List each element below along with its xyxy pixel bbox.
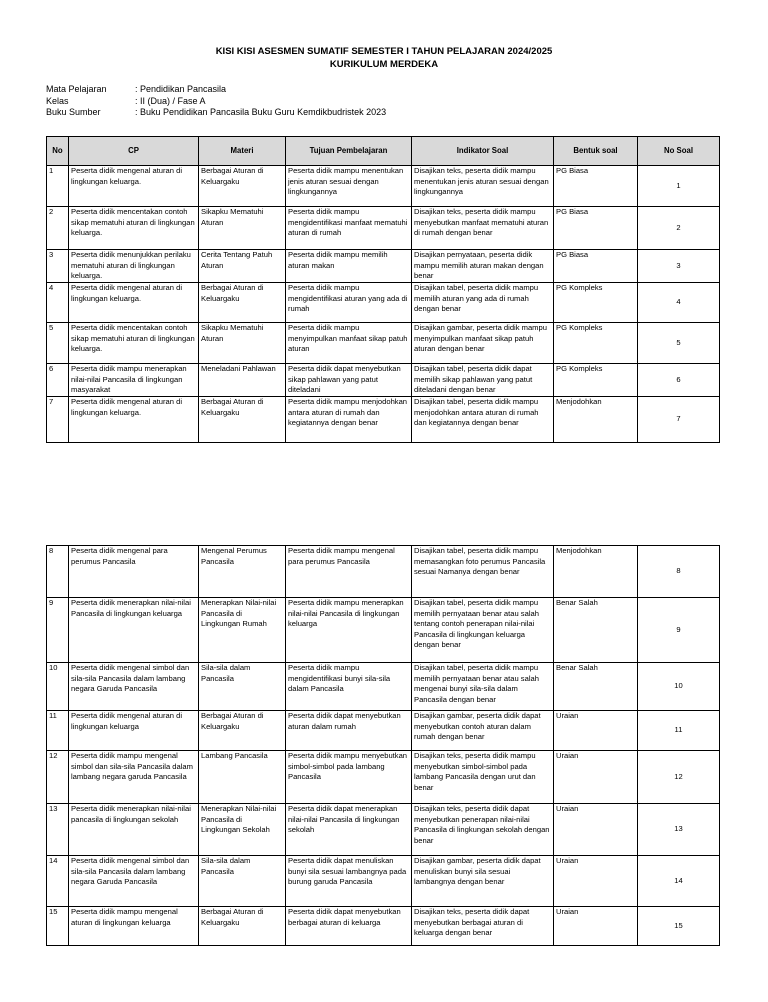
cell-tujuan: Peserta didik mampu menyimpulkan manfaat sikap patuh aturan xyxy=(286,323,412,364)
cell-indikator: Disajikan tabel, peserta didik dapat memilih sikap pahlawan yang patut diteladani dengan benar xyxy=(412,364,554,397)
cell-tujuan: Peserta didik mampu mengidentifikasi manfaat mematuhi aturan di rumah xyxy=(286,207,412,250)
table-row xyxy=(47,804,720,856)
cell-bentuk: Menjodohkan xyxy=(554,397,638,443)
cell-bentuk: Uraian xyxy=(554,856,638,907)
cell-materi: Menerapkan Nilai-nilai Pancasila di Lingkungan Rumah xyxy=(199,598,286,663)
kisi-table-page2 xyxy=(46,545,720,946)
cell-no-soal: 5 xyxy=(638,323,720,364)
cell-tujuan: Peserta didik mampu menentukan jenis aturan sesuai dengan lingkungannya xyxy=(286,166,412,207)
table-row xyxy=(47,364,720,397)
meta-label: Buku Sumber xyxy=(46,107,101,117)
table-row xyxy=(47,283,720,323)
cell-bentuk: PG Kompleks xyxy=(554,364,638,397)
table-header-row xyxy=(47,137,720,166)
table-row xyxy=(47,323,720,364)
cell-cp: Peserta didik mengenal aturan di lingkungan keluarga. xyxy=(69,397,199,443)
cell-no: 5 xyxy=(47,323,69,364)
meta-row-subject xyxy=(46,84,386,96)
cell-indikator: Disajikan tabel, peserta didik mampu menjodohkan antara aturan di rumah dan kegiatannya dengan benar xyxy=(412,397,554,443)
header-cp: CP xyxy=(69,137,199,166)
cell-tujuan: Peserta didik dapat menuliskan bunyi sila sesuai lambangnya pada burung garuda Pancasila xyxy=(286,856,412,907)
cell-materi: Sila-sila dalam Pancasila xyxy=(199,663,286,711)
cell-bentuk: Uraian xyxy=(554,711,638,751)
cell-no-soal: 8 xyxy=(638,546,720,598)
cell-no-soal: 13 xyxy=(638,804,720,856)
cell-bentuk: Benar Salah xyxy=(554,598,638,663)
cell-no-soal: 11 xyxy=(638,711,720,751)
cell-indikator: Disajikan teks, peserta didik mampu menentukan jenis aturan sesuai dengan lingkungannya xyxy=(412,166,554,207)
cell-tujuan: Peserta didik mampu menerapkan nilai-nilai Pancasila di lingkungan keluarga xyxy=(286,598,412,663)
cell-materi: Berbagai Aturan di Keluargaku xyxy=(199,711,286,751)
meta-value: : Buku Pendidikan Pancasila Buku Guru Kemdikbudristek 2023 xyxy=(135,107,387,117)
cell-indikator: Disajikan gambar, peserta didik mampu menyimpulkan manfaat sikap patuh aturan dengan benar xyxy=(412,323,554,364)
cell-bentuk: PG Biasa xyxy=(554,166,638,207)
table-row xyxy=(47,751,720,804)
cell-materi: Menerapkan Nilai-nilai Pancasila di Lingkungan Sekolah xyxy=(199,804,286,856)
cell-indikator: Disajikan teks, peserta didik mampu menyebutkan manfaat mematuhi aturan di rumah dengan benar xyxy=(412,207,554,250)
cell-indikator: Disajikan tabel, peserta didik mampu memasangkan foto perumus Pancasila sesuai Namanya dengan benar xyxy=(412,546,554,598)
cell-indikator: Disajikan pernyataan, peserta didik mampu memilih aturan makan dengan benar xyxy=(412,250,554,283)
cell-no: 10 xyxy=(47,663,69,711)
table-row xyxy=(47,598,720,663)
table-row xyxy=(47,711,720,751)
cell-bentuk: PG Kompleks xyxy=(554,323,638,364)
header-tujuan: Tujuan Pembelajaran xyxy=(286,137,412,166)
cell-cp: Peserta didik mampu mengenal aturan di lingkungan keluarga xyxy=(69,907,199,946)
table-row xyxy=(47,397,720,443)
cell-tujuan: Peserta didik dapat menyebutkan berbagai aturan di keluarga xyxy=(286,907,412,946)
kisi-table-page1 xyxy=(46,136,720,443)
cell-no-soal: 15 xyxy=(638,907,720,946)
table-row xyxy=(47,856,720,907)
cell-cp: Peserta didik mencentakan contoh sikap mematuhi aturan di lingkungan keluarga. xyxy=(69,323,199,364)
cell-bentuk: Benar Salah xyxy=(554,663,638,711)
cell-no: 4 xyxy=(47,283,69,323)
cell-no-soal: 14 xyxy=(638,856,720,907)
cell-bentuk: Uraian xyxy=(554,907,638,946)
meta-label: Mata Pelajaran xyxy=(46,84,107,94)
cell-cp: Peserta didik mampu menerapkan nilai-nilai Pancasila di lingkungan masyarakat xyxy=(69,364,199,397)
cell-no-soal: 6 xyxy=(638,364,720,397)
table-row xyxy=(47,250,720,283)
cell-tujuan: Peserta didik mampu mengidentifikasi bunyi sila-sila dalam Pancasila xyxy=(286,663,412,711)
cell-materi: Berbagai Aturan di Keluargaku xyxy=(199,166,286,207)
cell-no: 11 xyxy=(47,711,69,751)
cell-cp: Peserta didik mengenal aturan di lingkungan keluarga. xyxy=(69,283,199,323)
cell-materi: Sikapku Mematuhi Aturan xyxy=(199,207,286,250)
cell-no: 2 xyxy=(47,207,69,250)
table-row xyxy=(47,546,720,598)
cell-materi: Sila-sila dalam Pancasila xyxy=(199,856,286,907)
cell-tujuan: Peserta didik mampu menyebutkan simbol-simbol pada lambang Pancasila xyxy=(286,751,412,804)
cell-indikator: Disajikan tabel, peserta didik mampu memilih aturan yang ada di rumah dengan benar xyxy=(412,283,554,323)
cell-cp: Peserta didik menunjukkan perilaku mematuhi aturan di lingkungan keluarga. xyxy=(69,250,199,283)
cell-indikator: Disajikan teks, peserta didik dapat menyebutkan berbagai aturan di keluarga dengan benar xyxy=(412,907,554,946)
table-row xyxy=(47,166,720,207)
document-meta xyxy=(46,84,386,119)
meta-value: : Pendidikan Pancasila xyxy=(135,84,227,94)
meta-value: : II (Dua) / Fase A xyxy=(135,95,206,106)
cell-bentuk: Menjodohkan xyxy=(554,546,638,598)
cell-materi: Cerita Tentang Patuh Aturan xyxy=(199,250,286,283)
cell-indikator: Disajikan teks, peserta didik mampu menyebutkan simbol-simbol pada lambang Pancasila dengan urut dan benar xyxy=(412,751,554,804)
cell-bentuk: PG Biasa xyxy=(554,207,638,250)
cell-materi: Berbagai Aturan di Keluargaku xyxy=(199,283,286,323)
cell-tujuan: Peserta didik dapat menerapkan nilai-nilai Pancasila di lingkungan sekolah xyxy=(286,804,412,856)
cell-tujuan: Peserta didik dapat menyebutkan sikap pahlawan yang patut diteladani xyxy=(286,364,412,397)
cell-cp: Peserta didik mengenal simbol dan sila-sila Pancasila dalam lambang negara Garuda Pancasila xyxy=(69,663,199,711)
cell-no-soal: 9 xyxy=(638,598,720,663)
table-row xyxy=(47,907,720,946)
cell-no-soal: 7 xyxy=(638,397,720,443)
cell-tujuan: Peserta didik mampu menjodohkan antara aturan di rumah dan kegiatannya dengan benar xyxy=(286,397,412,443)
meta-row-source xyxy=(46,107,386,119)
cell-no-soal: 2 xyxy=(638,207,720,250)
meta-row-class xyxy=(46,96,386,108)
cell-cp: Peserta didik mengenal simbol dan sila-sila Pancasila dalam lambang negara Garuda Pancasila xyxy=(69,856,199,907)
cell-no-soal: 3 xyxy=(638,250,720,283)
cell-bentuk: Uraian xyxy=(554,804,638,856)
meta-label: Kelas xyxy=(46,95,69,106)
cell-indikator: Disajikan teks, peserta didik dapat menyebutkan penerapan nilai-nilai Pancasila di lingkungan sekolah dengan benar xyxy=(412,804,554,856)
document-subtitle: KURIKULUM MERDEKA xyxy=(329,59,439,70)
cell-indikator: Disajikan tabel, peserta didik mampu memilih pernyataan benar atau salah mengenai bunyi sila-sila dalam Pancasila dengan benar xyxy=(412,663,554,711)
cell-no: 15 xyxy=(47,907,69,946)
cell-tujuan: Peserta didik mampu memilih aturan makan xyxy=(286,250,412,283)
cell-indikator: Disajikan gambar, peserta didik dapat menuliskan bunyi sila sesuai lambangnya dengan benar xyxy=(412,856,554,907)
cell-materi: Lambang Pancasila xyxy=(199,751,286,804)
cell-no: 1 xyxy=(47,166,69,207)
cell-bentuk: Uraian xyxy=(554,751,638,804)
header-no: No xyxy=(47,137,69,166)
cell-no: 12 xyxy=(47,751,69,804)
cell-no: 6 xyxy=(47,364,69,397)
cell-tujuan: Peserta didik mampu mengenal para perumus Pancasila xyxy=(286,546,412,598)
cell-cp: Peserta didik mengenal para perumus Pancasila xyxy=(69,546,199,598)
cell-indikator: Disajikan tabel, peserta didik mampu memilih pernyataan benar atau salah tentang contoh penerapan nilai-nilai Pancasila di lingkungan keluarga dengan benar xyxy=(412,598,554,663)
cell-cp: Peserta didik menerapkan nilai-nilai Pancasila di lingkungan keluarga xyxy=(69,598,199,663)
cell-indikator: Disajikan gambar, peserta didik dapat menyebutkan contoh aturan dalam rumah dengan benar xyxy=(412,711,554,751)
cell-materi: Berbagai Aturan di Keluargaku xyxy=(199,907,286,946)
cell-materi: Meneladani Pahlawan xyxy=(199,364,286,397)
cell-no-soal: 12 xyxy=(638,751,720,804)
cell-cp: Peserta didik menerapkan nilai-nilai pancasila di lingkungan sekolah xyxy=(69,804,199,856)
cell-cp: Peserta didik mengenal aturan di lingkungan keluarga. xyxy=(69,166,199,207)
header-indikator: Indikator Soal xyxy=(412,137,554,166)
header-no-soal: No Soal xyxy=(638,137,720,166)
cell-no: 9 xyxy=(47,598,69,663)
cell-no: 14 xyxy=(47,856,69,907)
cell-materi: Sikapku Mematuhi Aturan xyxy=(199,323,286,364)
header-bentuk: Bentuk soal xyxy=(554,137,638,166)
cell-tujuan: Peserta didik mampu mengidentifikasi aturan yang ada di rumah xyxy=(286,283,412,323)
table-row xyxy=(47,207,720,250)
cell-bentuk: PG Biasa xyxy=(554,250,638,283)
cell-no: 3 xyxy=(47,250,69,283)
document-title: KISI KISI ASESMEN SUMATIF SEMESTER I TAHUN PELAJARAN 2024/2025 xyxy=(215,46,553,57)
cell-no: 13 xyxy=(47,804,69,856)
cell-no-soal: 10 xyxy=(638,663,720,711)
cell-no-soal: 1 xyxy=(638,166,720,207)
header-materi: Materi xyxy=(199,137,286,166)
cell-materi: Berbagai Aturan di Keluargaku xyxy=(199,397,286,443)
cell-no: 7 xyxy=(47,397,69,443)
cell-bentuk: PG Kompleks xyxy=(554,283,638,323)
cell-no: 8 xyxy=(47,546,69,598)
cell-cp: Peserta didik mencentakan contoh sikap mematuhi aturan di lingkungan keluarga. xyxy=(69,207,199,250)
cell-no-soal: 4 xyxy=(638,283,720,323)
cell-materi: Mengenal Perumus Pancasila xyxy=(199,546,286,598)
cell-tujuan: Peserta didik dapat menyebutkan aturan dalam rumah xyxy=(286,711,412,751)
cell-cp: Peserta didik mengenal aturan di lingkungan keluarga xyxy=(69,711,199,751)
table-row xyxy=(47,663,720,711)
cell-cp: Peserta didik mampu mengenal simbol dan sila-sila Pancasila dalam lambang negara garuda Pancasila xyxy=(69,751,199,804)
